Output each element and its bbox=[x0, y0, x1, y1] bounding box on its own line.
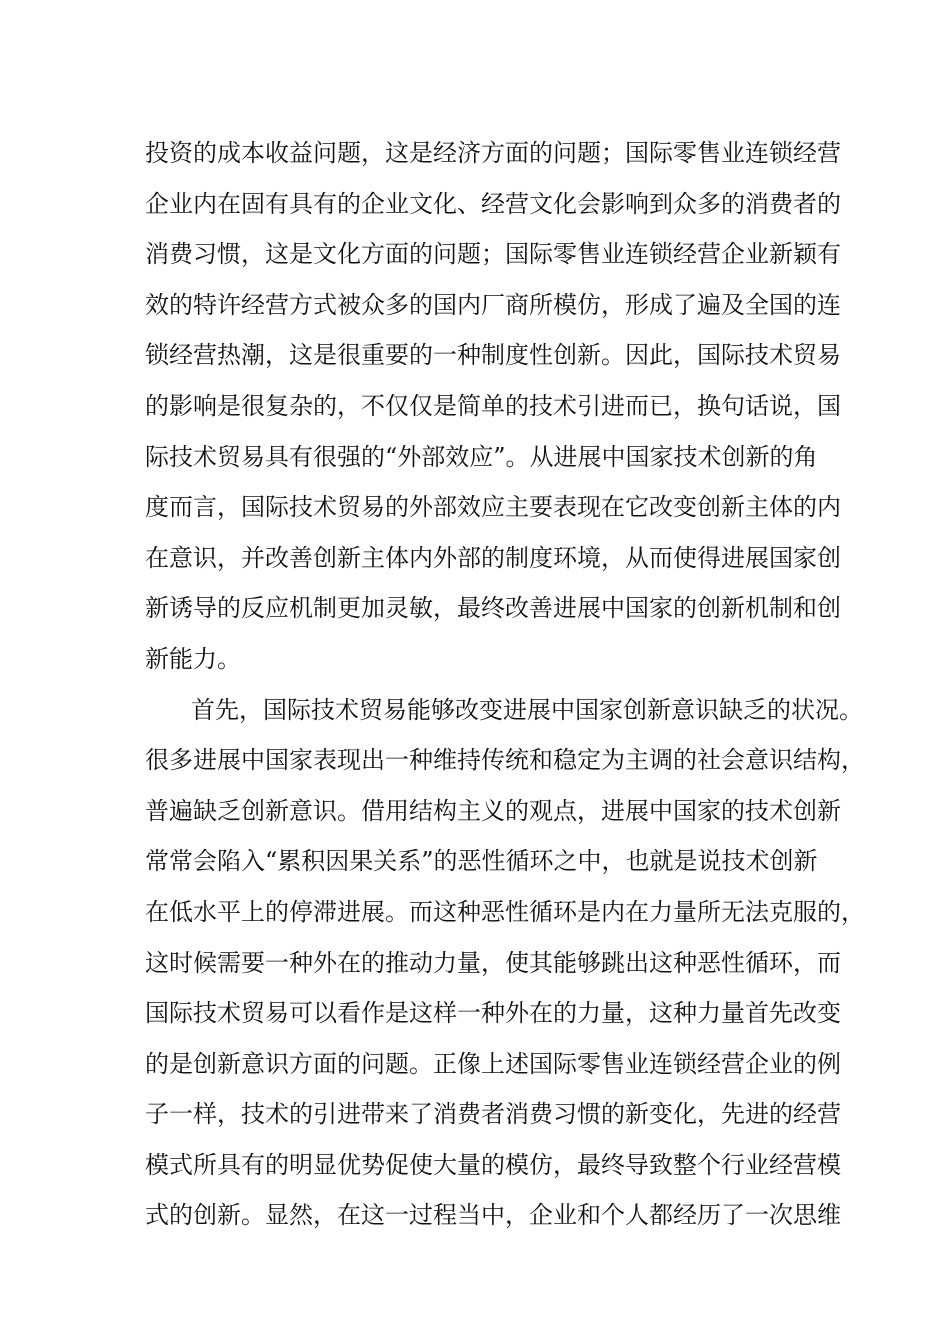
text-line: 在意识，并改善创新主体内外部的制度环境，从而使得进展国家创 bbox=[145, 543, 841, 572]
text-line: 新能力。 bbox=[145, 644, 241, 673]
text-line: 普遍缺乏创新意识。借用结构主义的观点，进展中国家的技术创新 bbox=[145, 796, 841, 825]
text-line: 子一样，技术的引进带来了消费者消费习惯的新变化，先进的经营 bbox=[145, 1100, 841, 1129]
text-line: 常常会陷入“累积因果关系”的恶性循环之中，也就是说技术创新 bbox=[145, 847, 818, 876]
text-line: 首先，国际技术贸易能够改变进展中国家创新意识缺乏的状况。 bbox=[191, 695, 863, 724]
text-line: 这时候需要一种外在的推动力量，使其能够跳出这种恶性循环，而 bbox=[145, 948, 841, 977]
text-line: 消费习惯，这是文化方面的问题；国际零售业连锁经营企业新颖有 bbox=[145, 240, 841, 269]
text-line: 的影响是很复杂的，不仅仅是简单的技术引进而已，换句话说，国 bbox=[145, 391, 841, 420]
paragraph-2 bbox=[145, 685, 865, 1242]
paragraph-1 bbox=[145, 128, 841, 685]
text-line: 式的创新。显然，在这一过程当中，企业和个人都经历了一次思维 bbox=[145, 1201, 841, 1230]
text-line: 企业内在固有具有的企业文化、经营文化会影响到众多的消费者的 bbox=[145, 189, 841, 218]
text-line: 际技术贸易具有很强的“外部效应”。从进展中国家技术创新的角 bbox=[145, 442, 818, 471]
text-line: 投资的成本收益问题，这是经济方面的问题；国际零售业连锁经营 bbox=[145, 139, 841, 167]
text-line: 的是创新意识方面的问题。正像上述国际零售业连锁经营企业的例 bbox=[145, 1049, 841, 1078]
text-line: 效的特许经营方式被众多的国内厂商所模仿，形成了遍及全国的连 bbox=[145, 290, 841, 319]
text-line: 模式所具有的明显优势促使大量的模仿，最终导致整个行业经营模 bbox=[145, 1150, 841, 1179]
text-line: 在低水平上的停滞进展。而这种恶性循环是内在力量所无法克服的， bbox=[145, 897, 865, 926]
text-line: 国际技术贸易可以看作是这样一种外在的力量，这种力量首先改变 bbox=[145, 999, 841, 1028]
text-line: 新诱导的反应机制更加灵敏，最终改善进展中国家的创新机制和创 bbox=[145, 594, 841, 623]
text-line: 锁经营热潮，这是很重要的一种制度性创新。因此，国际技术贸易 bbox=[145, 341, 841, 370]
text-line: 度而言，国际技术贸易的外部效应主要表现在它改变创新主体的内 bbox=[145, 493, 841, 522]
text-line: 很多进展中国家表现出一种维持传统和稳定为主调的社会意识结构， bbox=[145, 746, 865, 775]
body-text bbox=[145, 128, 865, 1241]
